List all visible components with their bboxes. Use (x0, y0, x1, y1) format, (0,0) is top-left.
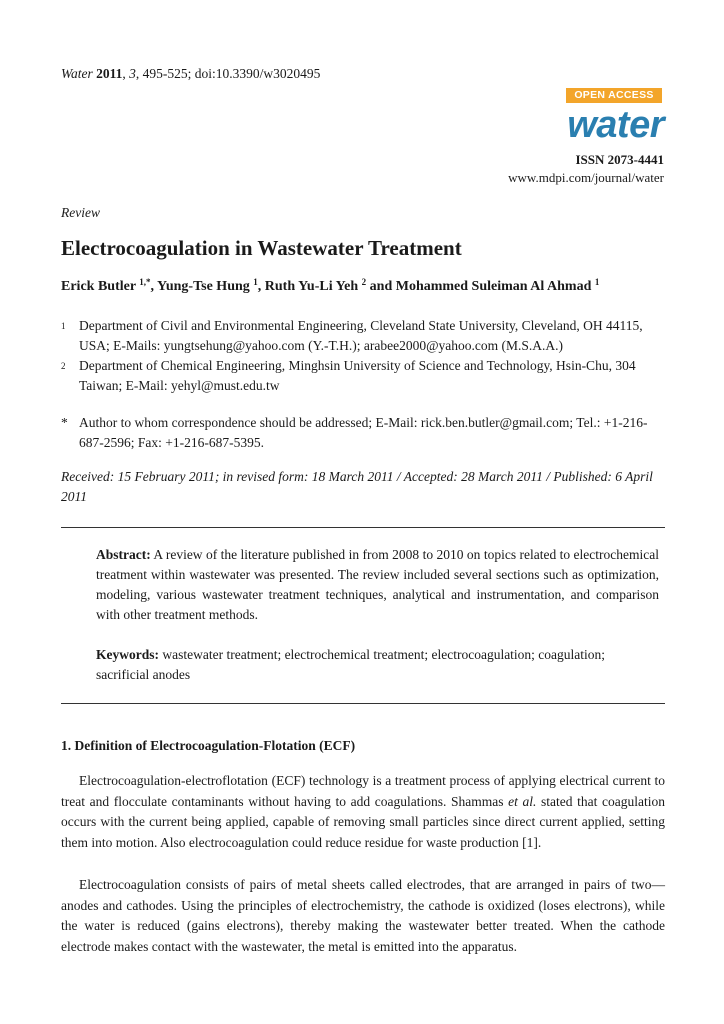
abstract-text: A review of the literature published in from 2008 to 2010 on topics related to electrochemical treatment within wastewater was presented. The review included several sections such as optimization, modeling, various wastewater treatment techniques, analytical and instrumentation, and comparison with other treatment methods. (96, 547, 659, 622)
keywords-text: wastewater treatment; electrochemical treatment; electrocoagulation; coagulation; sacrificial anodes (96, 647, 606, 682)
affiliation-text: Department of Civil and Environmental Engineering, Cleveland State University, Cleveland, OH 44115, USA; E-Mails: yungtsehung@yahoo.com (Y.-T.H.); arabee2000@yahoo.com (M.S.A.A.) (79, 318, 643, 353)
abstract-label: Abstract: (96, 547, 151, 562)
author-affil-sup: 2 (361, 277, 367, 287)
doi[interactable]: doi:10.3390/w3020495 (194, 66, 321, 81)
journal-url[interactable]: www.mdpi.com/journal/water (508, 170, 664, 185)
affiliation-text: Department of Chemical Engineering, Minghsin University of Science and Technology, Hsin-Chu, 304 Taiwan; E-Mail: yehyl@must.edu.tw (79, 358, 636, 393)
keywords (96, 645, 659, 685)
journal-name: Water (61, 66, 93, 81)
article-title: Electrocoagulation in Wastewater Treatment (61, 236, 462, 260)
affiliation-mark: 1 (61, 321, 66, 331)
divider-bottom (61, 703, 665, 704)
author-name: Erick Butler (61, 279, 136, 294)
author-list: Erick Butler $^{1,*}$, Yung-Tse Hung $^1$, Ruth Yu-Li Yeh $^2$ and Mohammed Suleiman Al Ahmad $^1$ (61, 277, 600, 294)
correspondence-text: Author to whom correspondence should be addressed; E-Mail: rick.ben.butler@gmail.com; Tel.: +1-216-687-2596; Fax: +1-216-687-5395. (79, 415, 648, 450)
citation-line: Water 2011, 3, 495-525; doi:10.3390/w3020495 (61, 66, 321, 81)
open-access-badge: OPEN ACCESS (566, 88, 662, 103)
issn: ISSN 2073-4441 (575, 152, 664, 167)
journal-logo: water (567, 104, 664, 146)
author-name: Mohammed Suleiman Al Ahmad (395, 279, 592, 294)
affiliation-2 (61, 356, 671, 396)
author-and: and (369, 279, 393, 294)
paragraph-1: Electrocoagulation-electroflotation (ECF) technology is a treatment process of applying electrical current to treat and flocculate contaminants without having to add coagulations. Shammas et al. stated that coagulation occurs with the current being applied, capable of removing small particles since direct current applied, setting them into motion. Also electrocoagulation could reduce residue for waste production [1]. (61, 773, 666, 850)
abstract (96, 545, 659, 625)
affiliation-mark: 2 (61, 361, 66, 371)
keywords-label: Keywords: (96, 647, 159, 662)
author-affil-sup: 1,* (139, 277, 151, 287)
author-name: Yung-Tse Hung (157, 279, 250, 294)
article-dates: Received: 15 February 2011; in revised form: 18 March 2011 / Accepted: 28 March 2011 / Published: 6 April 2011 (61, 469, 653, 504)
article-type: Review (61, 205, 100, 220)
correspondence-mark: * (61, 415, 68, 430)
author-affil-sup: 1 (253, 277, 258, 287)
author-affil-sup: 1 (594, 277, 600, 287)
journal-volume: 3 (129, 66, 136, 81)
affiliation-1 (61, 316, 671, 356)
author-name: Ruth Yu-Li Yeh (264, 279, 359, 294)
divider-top (61, 527, 665, 528)
section-heading: 1. Definition of Electrocoagulation-Flotation (ECF) (61, 738, 356, 753)
correspondence (61, 413, 671, 453)
paragraph-2: Electrocoagulation consists of pairs of metal sheets called electrodes, that are arranged in pairs of two—anodes and cathodes. Using the principles of electrochemistry, the cathode is oxidized (loses electrons), while the water is reduced (gains electrons), thereby making the wastewater better treated. When the cathode electrode makes contact with the wastewater, the metal is emitted into the apparatus. (61, 877, 665, 954)
et-al: et al. (508, 793, 537, 809)
journal-year: 2011 (96, 66, 123, 81)
journal-pages: 495-525; (142, 66, 192, 81)
